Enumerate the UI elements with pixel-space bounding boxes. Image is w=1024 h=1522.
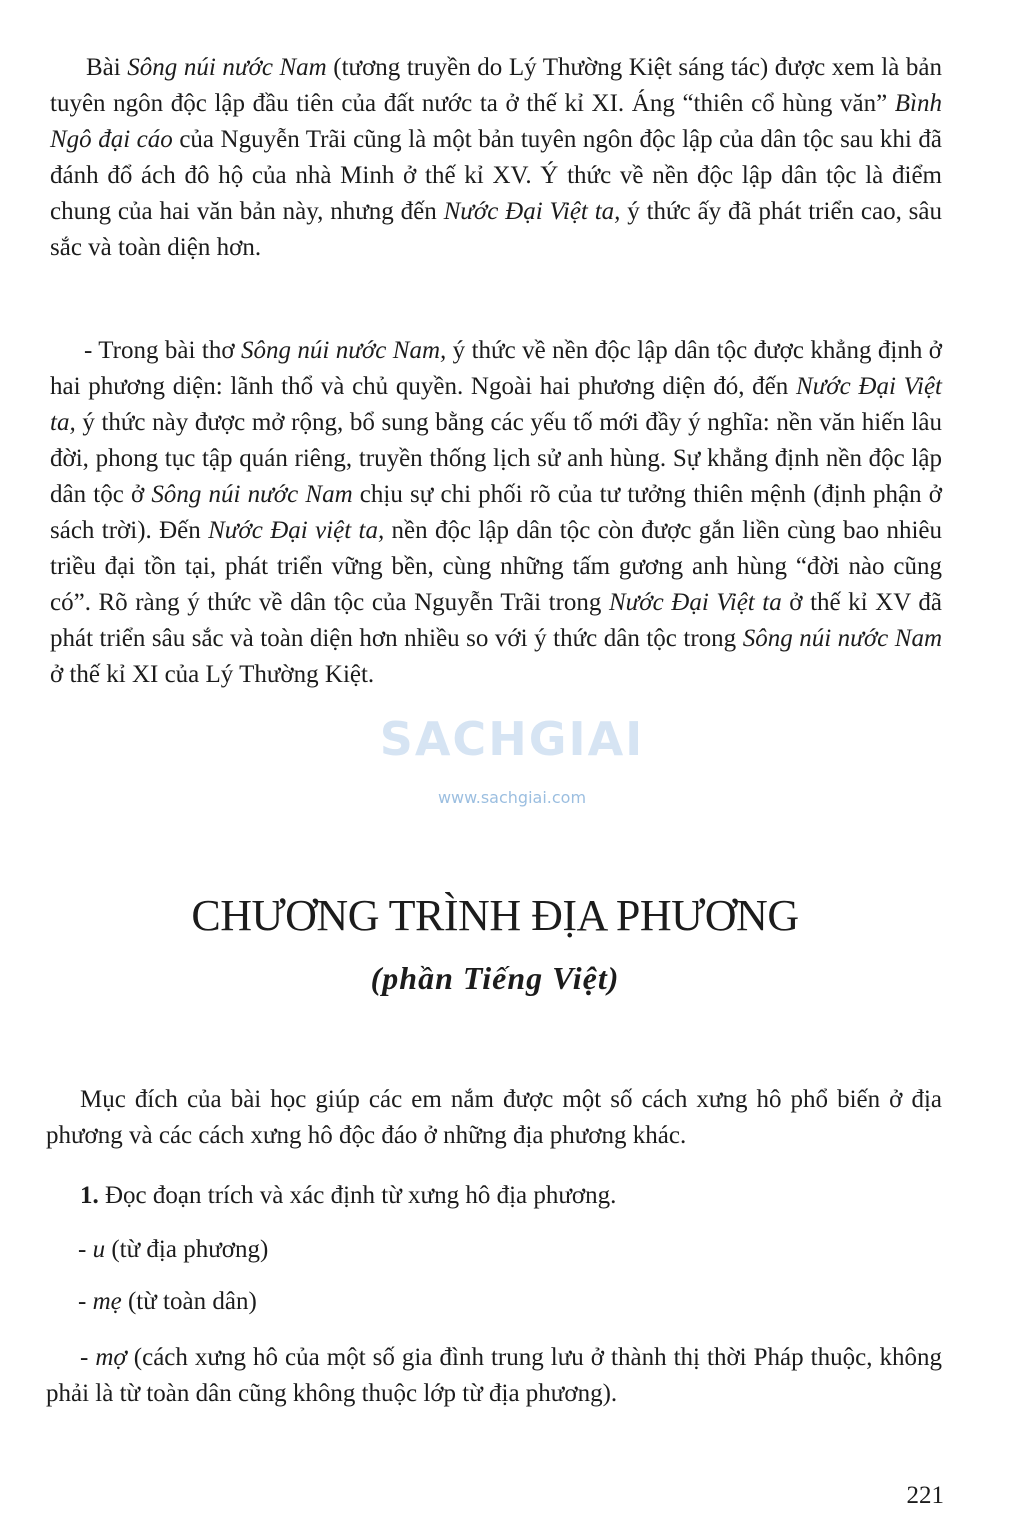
text-run: ý thức về nền độc lập dân tộc được khẳng định ở hai phương diện: lãnh thổ và chủ quyền. Ngoài hai phương diện đó, đến [50, 337, 942, 400]
paragraph-comparison-independence [50, 50, 942, 266]
bullet-term: mẹ [92, 1288, 122, 1315]
italic-title: Nước Đại Việt ta [608, 589, 782, 616]
question-number: 1. [80, 1182, 99, 1209]
italic-title: Sông núi nước Nam [127, 54, 327, 81]
list-item [78, 1232, 938, 1268]
text-run: chịu sự chi phối rõ của tư tưởng thiên mệnh (định phận ở sách trời). Đến [50, 481, 943, 544]
italic-title: Bình Ngô đại cáo [50, 90, 942, 153]
bullet-dash: - [80, 1344, 96, 1371]
italic-title: Sông núi nước Nam [151, 481, 353, 508]
text-run: nền độc lập dân tộc còn được gắn liền cùng bao nhiêu triều đại tồn tại, phát triển vững bền, cùng những tấm gương anh hùng “đời nào cũng có”. Rõ ràng ý thức về dân tộc của Nguyễn Trãi trong [50, 517, 943, 616]
bullet-note: (từ toàn dân) [121, 1288, 257, 1315]
watermark-logo: SACHGIAI [379, 712, 645, 766]
italic-title: Sông núi nước Nam [742, 625, 942, 652]
text-run: của Nguyễn Trãi cũng là một bản tuyên ngôn độc lập của dân tộc sau khi đã đánh đổ ách đô hộ của nhà Minh ở thế kỉ XV. Ý thức về nền độc lập dân tộc là điểm chung của hai văn bản này, nhưng đến [50, 126, 943, 225]
italic-title: Nước Đại việt ta, [208, 517, 385, 544]
list-item [46, 1340, 942, 1412]
text-run: Bài [86, 54, 128, 81]
text-run: - Trong bài thơ [84, 337, 241, 364]
bullet-dash: - [78, 1236, 93, 1263]
page-number: 221 [906, 1482, 944, 1509]
chapter-subtitle: (phần Tiếng Việt) [370, 960, 620, 996]
list-item [78, 1284, 938, 1320]
bullet-term: u [92, 1236, 106, 1263]
text-run: ở thế kỉ XV đã phát triển sâu sắc và toàn diện hơn nhiều so với ý thức dân tộc trong [50, 589, 942, 652]
italic-title: Sông núi nước Nam, [240, 337, 447, 364]
italic-title: Nước Đại Việt ta, [443, 198, 621, 225]
bullet-term: mợ [95, 1344, 127, 1371]
bullet-note: (từ địa phương) [105, 1236, 269, 1263]
question-1 [80, 1178, 940, 1214]
question-text: Đọc đoạn trích và xác định từ xưng hô địa phương. [98, 1182, 617, 1209]
text-run: ở thế kỉ XI của Lý Thường Kiệt. [50, 661, 375, 688]
paragraph-analysis [50, 333, 942, 693]
watermark-url: www.sachgiai.com [437, 788, 587, 807]
bullet-dash: - [78, 1288, 93, 1315]
text-run: ý thức này được mở rộng, bổ sung bằng các yếu tố mới đầy ý nghĩa: nền văn hiến lâu đời, phong tục tập quán riêng, truyền thống lịch sử anh hùng. Sự khẳng định nền độc lập dân tộc ở [50, 409, 942, 508]
bullet-note: (cách xưng hô của một số gia đình trung lưu ở thành thị thời Pháp thuộc, không phải là từ toàn dân cũng không thuộc lớp từ địa phương). [46, 1344, 942, 1407]
chapter-title: CHƯƠNG TRÌNH ĐỊA PHƯƠNG [191, 891, 799, 940]
text-run: (tương truyền do Lý Thường Kiệt sáng tác) được xem là bản tuyên ngôn độc lập đầu tiên của đất nước ta ở thế kỉ XI. Áng “thiên cổ hùng văn” [50, 54, 943, 117]
italic-title: Nước Đại Việt ta, [50, 373, 943, 436]
intro-paragraph: Mục đích của bài học giúp các em nắm được một số cách xưng hô phổ biến ở địa phương và các cách xưng hô độc đáo ở những địa phương khác. [46, 1086, 942, 1149]
text-run: ý thức ấy đã phát triển cao, sâu sắc và toàn diện hơn. [50, 198, 942, 261]
